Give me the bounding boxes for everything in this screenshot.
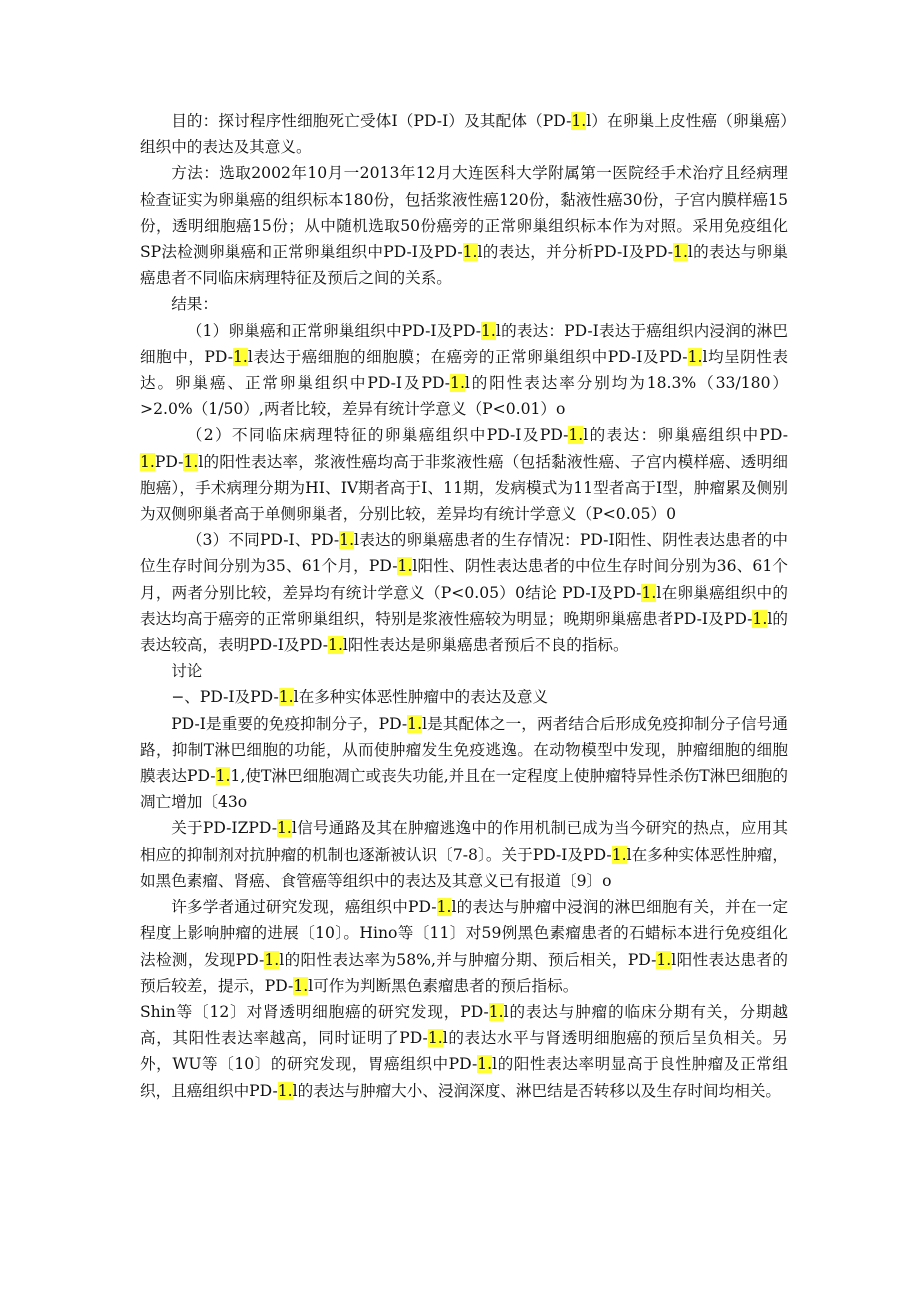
text-segment: l阳性表达是卵巢癌患者预后不良的指标。 [342,636,629,655]
highlighted-text: 1. [436,898,452,917]
text-segment: l阳性表达患者的预后较差，提示，PD- [140,950,788,995]
highlighted-text: 1. [481,321,496,340]
paragraph [140,684,788,710]
highlighted-text: 1. [293,976,309,995]
paragraph [140,815,788,894]
text-segment: l信号通路及其在肿瘤逃逸中的作用机制已成为当今研究的热点，应用其相应的抑制剂对抗肿瘤的机制也逐渐被认识〔7-8〕。关于PD-I及PD- [140,819,788,864]
highlighted-text: 1. [183,452,199,471]
highlighted-text: 1. [450,374,465,393]
highlighted-text: 1. [752,609,768,628]
text-segment: 结果： [171,295,218,314]
text-segment: l的表达，并分析PD-I及PD- [477,243,674,262]
paragraph [140,711,788,816]
paragraph [140,894,788,999]
text-segment: l的阳性表达率，浆液性癌均高于非浆液性癌（包括黏液性癌、子宫内模样癌、透明细胞癌），手术病理分期为HI、IV期者高于I、11期，发病模式为11型者高于I型，肿瘤累及侧别为双侧卵巢者高于单侧卵巢者，分别比较，差异均有统计学意义（P<0.05）0 [140,452,788,524]
text-segment: l在多种实体恶性肿瘤，如黑色素瘤、肾癌、食管癌等组织中的表达及其意义已有报道〔9〕o [140,845,788,890]
paragraph [140,160,788,291]
text-segment: l的表达与肿瘤大小、浸润深度、淋巴结是否转移以及生存时间均相关。 [292,1081,782,1100]
text-segment: l表达的卵巢癌患者的生存情况：PD-I阳性、阴性表达患者的中位生存时间分别为35、61个月，PD- [140,531,789,576]
text-segment: 方法：选取2002年10月一2013年12月大连医科大学附属第一医院经手术治疗且经病理检查证实为卵巢癌的组织标本180份，包括浆液性癌120份，黏液性癌30份，子宫内膜样癌15份，透明细胞癌15份；从中随机选取50份癌旁的正常卵巢组织标本作为对照。采用免疫组化SP法检测卵巢癌和正常卵巢组织中PD-I及PD- [140,164,788,262]
text-segment: l）在卵巢上皮性癌（卵巢癌）组织中的表达及其意义。 [140,112,789,157]
highlighted-text: 1. [656,950,672,969]
text-segment: l表达于癌细胞的细胞膜；在癌旁的正常卵巢组织中PD-I及PD- [247,347,688,366]
text-segment: PD-I是重要的免疫抑制分子，PD- [171,714,408,733]
text-segment: （2）不同临床病理特征的卵巢癌组织中PD-I及PD- [186,426,569,445]
text-segment: l是其配体之一，两者结合后形成免疫抑制分子信号通路，抑制T淋巴细胞的功能，从而使肿瘤发生免疫逃逸。在动物模型中发现，肿瘤细胞的细胞膜表达PD- [140,714,788,786]
text-segment: l阳性、阴性表达患者的中位生存时间分别为36、61个月，两者分别比较，差异均有统计学意义（P<0.05）0结论 PD-I及PD- [140,557,788,602]
highlighted-text: 1. [140,452,155,471]
text-segment: −、PD-I及PD- [171,688,279,707]
text-segment: 许多学者通过研究发现，癌组织中PD- [171,898,437,917]
highlighted-text: 1. [232,347,248,366]
text-segment: PD- [154,452,184,471]
paragraph [140,291,788,317]
highlighted-text: 1. [215,767,231,786]
highlighted-text: 1. [407,714,423,733]
text-segment: l的表达水平与肾透明细胞癌的预后呈负相关。另外，WU等〔10〕的研究发现，胃癌组织中PD- [140,1029,788,1074]
text-segment: l的表达与肿瘤的临床分期有关，分期越高，其阳性表达率越高，同时证明了PD- [140,1002,788,1048]
paragraph [140,422,788,527]
highlighted-text: 1. [427,1029,443,1048]
text-segment: l的阳性表达率分别均为18.3%（33/180）>2.0%（1/50）,两者比较，差异有统计学意义（P<0.01）o [140,374,788,419]
text-segment: 讨论 [171,662,203,681]
paragraph [140,108,788,160]
highlighted-text: 1. [611,845,627,864]
highlighted-text: 1. [264,950,280,969]
text-segment: 1,使T淋巴细胞凋亡或丧失功能,并且在一定程度上使肿瘤特异性杀伤T淋巴细胞的凋亡增加〔43o [140,767,788,812]
text-segment: （3）不同PD-I、PD- [186,531,340,550]
text-segment: l的表达与卵巢癌患者不同临床病理特征及预后之间的关系。 [140,243,788,288]
text-segment: l的阳性表达率明显高于良性肿瘤及正常组织，且癌组织中PD- [140,1055,788,1100]
highlighted-text: 1. [277,1081,293,1100]
text-segment: l可作为判断黑色素瘤患者的预后指标。 [308,976,579,995]
text-segment: （1）卵巢癌和正常卵巢组织中PD-I及PD- [186,321,482,340]
highlighted-text: 1. [641,583,657,602]
text-segment: Shin等〔12〕对肾透明细胞癌的研究发现，PD- [140,1002,489,1021]
paragraph [140,658,788,684]
text-segment: l的表达：PD-I表达于癌组织内浸润的淋巴细胞中，PD- [140,321,788,366]
highlighted-text: 1. [339,531,355,550]
highlighted-text: 1. [568,426,584,445]
paragraph [140,527,788,658]
text-segment: l的阳性表达率为58%,并与肿瘤分期、预后相关，PD- [279,950,657,969]
paragraph [140,318,788,423]
text-segment: l的表达较高，表明PD-I及PD- [140,609,788,655]
text-segment: l在多种实体恶性肿瘤中的表达及意义 [293,688,549,707]
highlighted-text: 1. [477,1055,493,1074]
highlighted-text: 1. [278,688,294,707]
highlighted-text: 1. [488,1002,504,1021]
highlighted-text: 1. [687,347,703,366]
text-segment: l在卵巢癌组织中的表达均高于癌旁的正常卵巢组织，特别是浆液性癌较为明显；晚期卵巢癌患者PD-I及PD- [140,583,788,628]
document-page [140,108,788,1104]
text-segment: 关于PD-IZPD- [171,819,277,838]
highlighted-text: 1. [571,112,587,130]
highlighted-text: 1. [673,243,688,262]
text-segment: l的表达与肿瘤中浸润的淋巴细胞有关，并在一定程度上影响肿瘤的进展〔10〕。Hino等〔11〕对59例黑色素瘤患者的石蜡标本进行免疫组化法检测，发现PD- [140,898,788,969]
highlighted-text: 1. [397,557,413,576]
text-segment: l均呈阴性表达。卵巢癌、正常卵巢组织中PD-I及PD- [140,347,788,393]
text-segment: l的表达：卵巢癌组织中PD- [583,426,788,445]
highlighted-text: 1. [276,819,292,838]
highlighted-text: 1. [328,636,343,655]
text-segment: 目的：探讨程序性细胞死亡受体I（PD-I）及其配体（PD- [171,112,572,130]
highlighted-text: 1. [462,243,478,262]
paragraph [140,999,788,1104]
